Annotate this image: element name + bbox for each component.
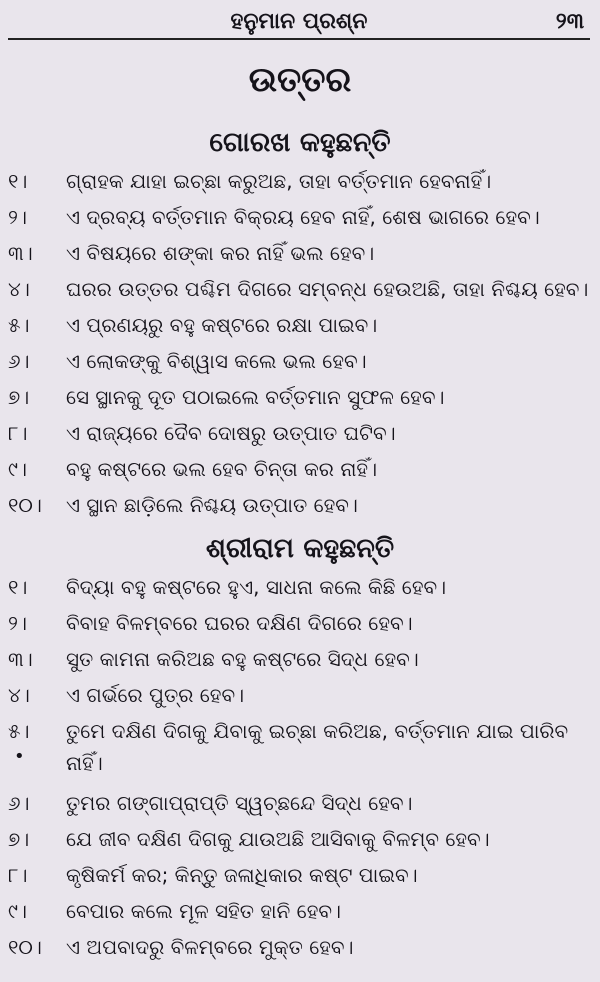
item-number: ୧। (8, 169, 28, 193)
item-text: ଏ ରାଜ୍ୟରେ ଦୈବ ଦୋଷରୁ ଉତ୍ପାତ ଘଟିବ। (66, 421, 396, 445)
item-text: ତୁମର ଗଙ୍ଗାପ୍ରାପ୍ତି ସ୍ୱଚ୍ଛନ୍ଦେ ସିଦ୍ଧ ହେବ। (66, 791, 413, 815)
item-number: ୩। (8, 241, 33, 265)
item-text: ବିବାହ ବିଳମ୍ବରେ ଘରର ଦକ୍ଷିଣ ଦିଗରେ ହେବ। (66, 611, 413, 635)
item-number: ୨। (8, 611, 27, 635)
item-text: ତୁମେ ଦକ୍ଷିଣ ଦିଗକୁ ଯିବାକୁ ଇଚ୍ଛା କରିଅଛ, ବର୍ତ୍ତମାନ ଯାଇ ପାରିବ (66, 719, 569, 743)
item-number: ୮। (8, 421, 28, 445)
page-number: ୨୩ (555, 9, 584, 34)
item-text-continuation: ନାହିଁ। (66, 751, 103, 775)
item-number: ୭। (8, 827, 30, 851)
item-number: ୯। (8, 457, 27, 481)
running-title: ହନୁମାନ ପ୍ରଶ୍ନ (230, 9, 368, 34)
item-text: ଗ୍ରାହକ ଯାହା ଇଚ୍ଛା କରୁଅଛ, ତାହା ବର୍ତ୍ତମାନ ହେବନାହିଁ। (66, 169, 492, 193)
item-number: ୪। (8, 683, 30, 707)
item-text: ଏ ଅପବାଦରୁ ବିଳମ୍ବରେ ମୁକ୍ତ ହେବ। (66, 935, 354, 959)
item-number: ୫। (8, 313, 30, 337)
item-number: ୬। (8, 349, 30, 373)
item-text: ଏ ସ୍ଥାନ ଛାଡ଼ିଲେ ନିଶ୍ଚୟ ଉତ୍ପାତ ହେବ। (66, 493, 358, 517)
item-number: ୮। (8, 863, 28, 887)
item-text: ବେପାର କଲେ ମୂଳ ସହିତ ହାନି ହେବ। (66, 899, 342, 923)
item-number: ୭। (8, 385, 30, 409)
section-heading-sriram: ଶ୍ରୀରାମ କହୁଛନ୍ତି (205, 533, 395, 564)
page-header (8, 6, 590, 40)
item-text: ଘରର ଉତ୍ତର ପଶ୍ଚିମ ଦିଗରେ ସମ୍ବନ୍ଧ ହେଉଅଛି, ତାହା ନିଶ୍ଚୟ ହେବ। (66, 277, 589, 301)
item-number: ୩। (8, 647, 33, 671)
item-number: ୯। (8, 899, 27, 923)
item-text: କୃଷିକର୍ମ କର; କିନ୍ତୁ ଜଳାଧିକାର କଷ୍ଟ ପାଇବ। (66, 863, 418, 887)
item-text: ବହୁ କଷ୍ଟରେ ଭଲ ହେବ ଚିନ୍ତା କର ନାହିଁ। (66, 457, 378, 481)
item-number: ୨। (8, 205, 27, 229)
item-text: ଏ ଲୋକଙ୍କୁ ବିଶ୍ୱାସ କଲେ ଭଲ ହେବ। (66, 349, 367, 373)
item-text: ବିଦ୍ୟା ବହୁ କଷ୍ଟରେ ହୁଏ, ସାଧନା କଲେ କିଛି ହେବ। (66, 575, 447, 599)
item-number: ୧। (8, 575, 28, 599)
section-heading-gorakh: ଗୋରଖ କହୁଛନ୍ତି (209, 127, 391, 158)
answer-heading: ଉତ୍ତର (248, 60, 352, 100)
item-number: ୪। (8, 277, 30, 301)
item-text: ଏ ପ୍ରଣୟରୁ ବହୁ କଷ୍ଟରେ ରକ୍ଷା ପାଇବ। (66, 313, 378, 337)
item-text: ଏ ଦ୍ରବ୍ୟ ବର୍ତ୍ତମାନ ବିକ୍ରୟ ହେବ ନାହିଁ, ଶେଷ ଭାଗରେ ହେବ। (66, 205, 540, 229)
item-number: ୬। (8, 791, 30, 815)
item-text: ଏ ବିଷୟରେ ଶଙ୍କା କର ନାହିଁ ଭଲ ହେବ। (66, 241, 375, 265)
item-text: ସେ ସ୍ଥାନକୁ ଦୂତ ପଠାଇଲେ ବର୍ତ୍ତମାନ ସୁଫଳ ହେବ। (66, 385, 445, 409)
item-number: ୧୦। (8, 935, 42, 959)
stray-mark: • (14, 746, 25, 767)
item-text: ସୁତ କାମନା କରିଅଛ ବହୁ କଷ୍ଟରେ ସିଦ୍ଧ ହେବ। (66, 647, 419, 671)
item-text: ଏ ଗର୍ଭରେ ପୁତ୍ର ହେବ। (66, 683, 245, 707)
item-text: ଯେ ଜୀବ ଦକ୍ଷିଣ ଦିଗକୁ ଯାଉଅଛି ଆସିବାକୁ ବିଳମ୍ବ ହେବ। (66, 827, 490, 851)
item-number: ୫। (8, 719, 30, 743)
item-number: ୧୦। (8, 493, 42, 517)
